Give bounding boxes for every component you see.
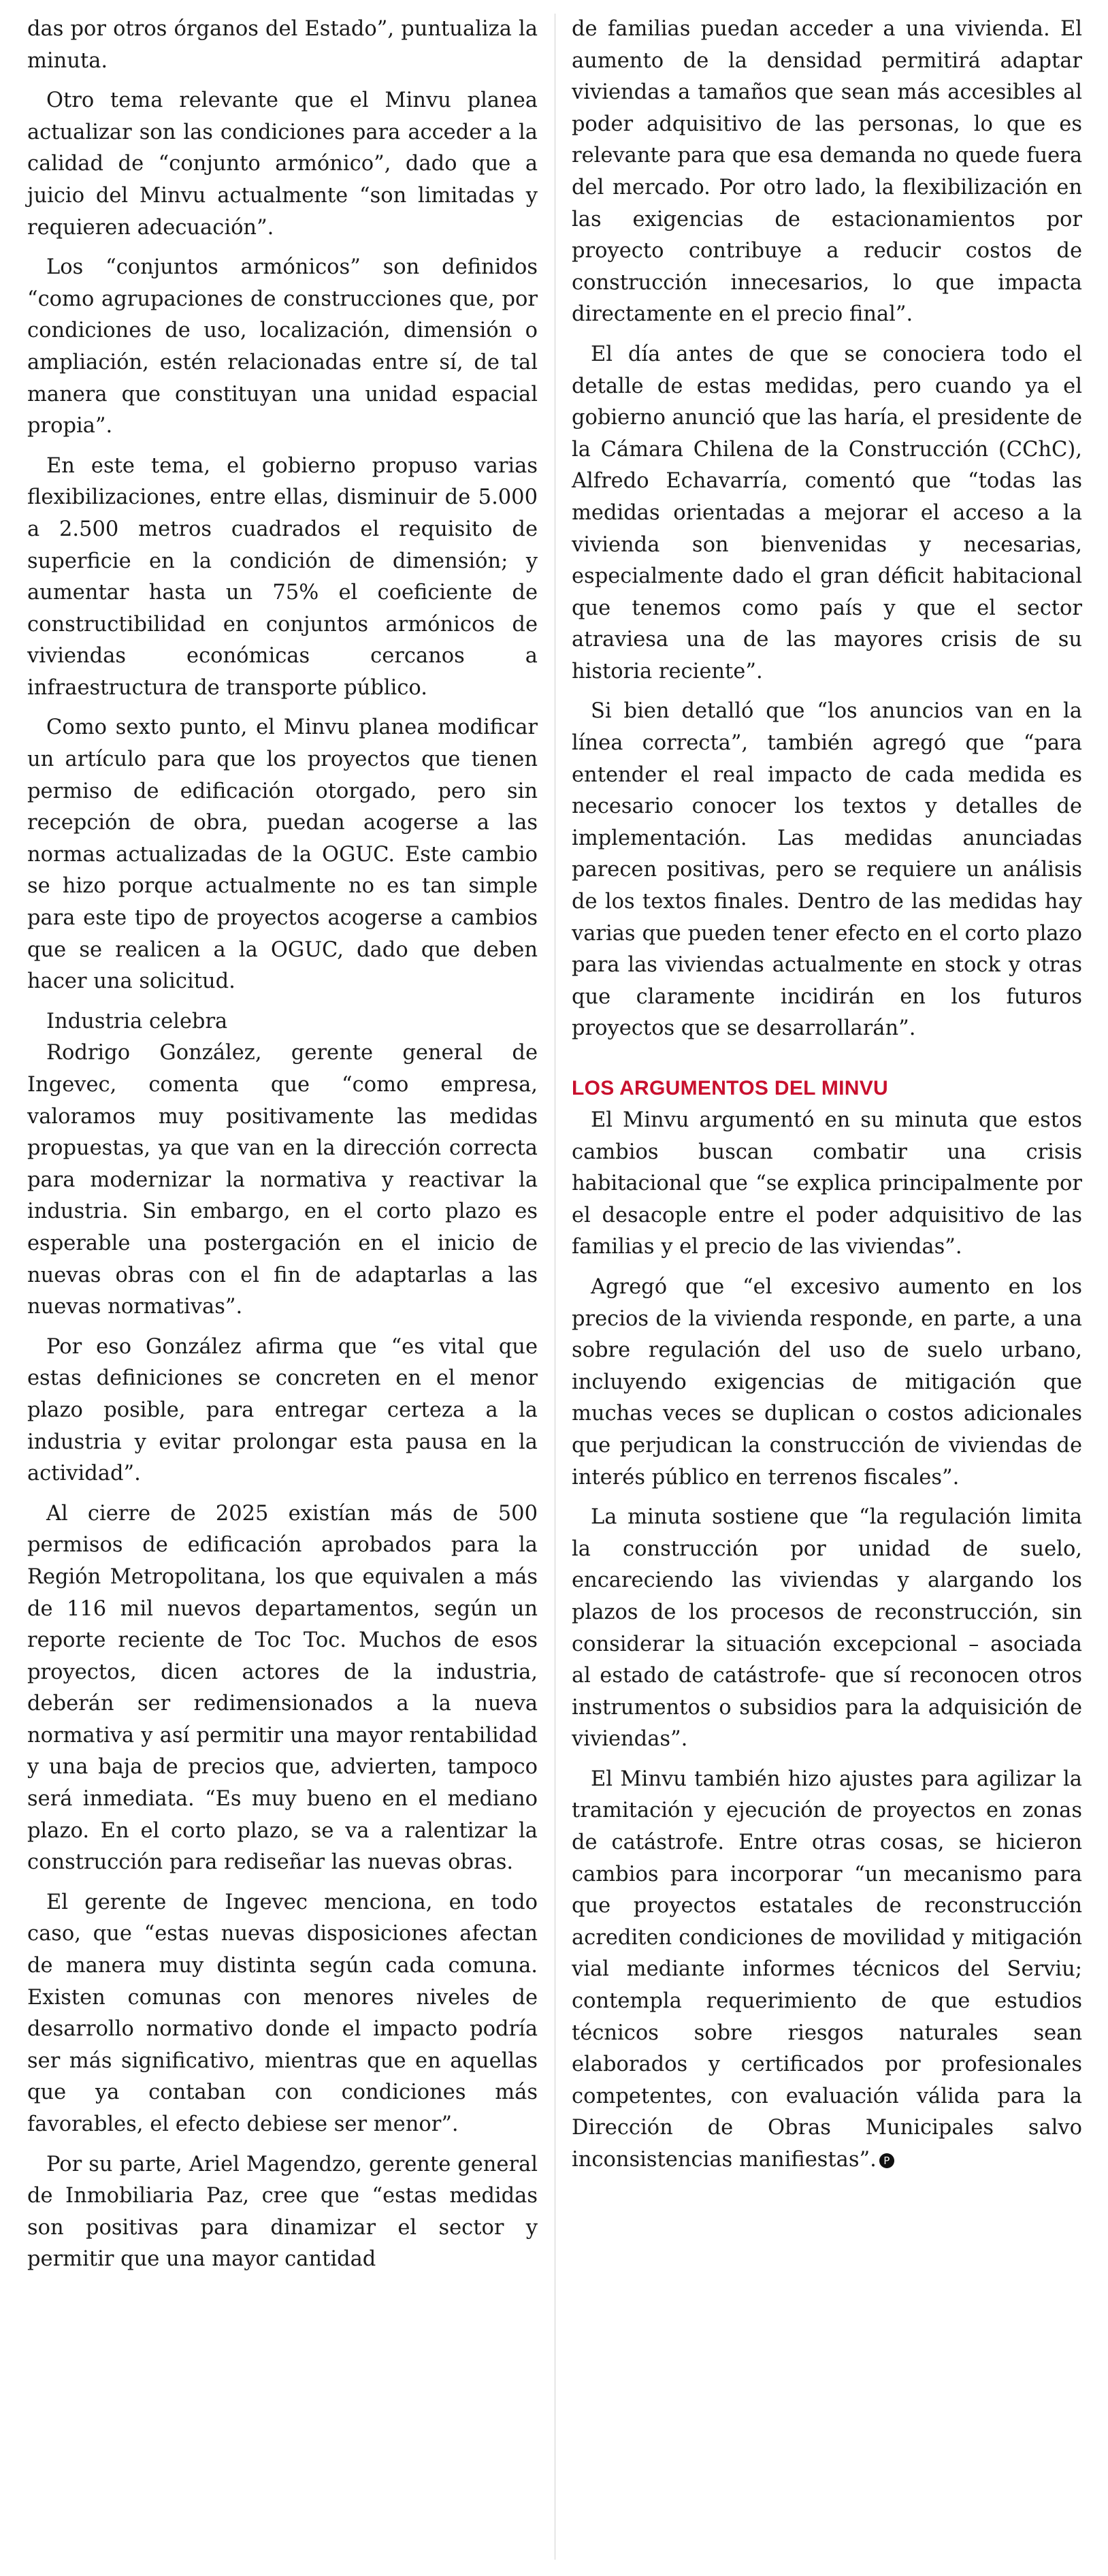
paragraph: Por eso González afirma que “es vital que estas definiciones se concreten en el menor plazo posible, para entregar certeza a la industria y evitar prolongar esta pausa en la actividad”. [27,1334,538,1486]
paragraph: Si bien detalló que “los anuncios van en la línea correcta”, también agregó que “para entender el real impacto de cada medida es necesario conocer los textos y detalles de implementación. Las medidas anunciadas parecen positivas, pero se requiere un análisis de los textos finales. Dentro de las medidas hay varias que pueden tener efecto en el corto plazo para las viviendas actualmente en stock y otras que claramente incidirán en los futuros proyectos que se desarrollarán”. [572,699,1082,1041]
paragraph: Los “conjuntos armónicos” son definidos “como agrupaciones de construcciones que, por condiciones de uso, localización, dimensión o ampliación, estén relacionadas entre sí, de tal manera que constituyan una unidad espacial propia”. [27,255,538,438]
paragraph: El gerente de Ingevec menciona, en todo caso, que “estas nuevas disposiciones afectan de manera muy distinta según cada comuna. Existen comunas con menores niveles de desarrollo normativo donde el impacto podría ser más significativo, mientras que en aquellas que ya contaban con condiciones más favorables, el efecto debiese ser menor”. [27,1890,538,2136]
paragraph: Agregó que “el excesivo aumento en los precios de la vivienda responde, en parte, a una sobre regulación del uso de suelo urbano, incluyendo exigencias de mitigación que muchas veces se duplican o costos adicionales que perjudican la construcción de viviendas de interés público en terrenos fiscales”. [572,1274,1082,1490]
paragraph: das por otros órganos del Estado”, puntualiza la minuta. [27,17,538,73]
end-of-article-icon: P [879,2153,894,2168]
paragraph: La minuta sostiene que “la regulación limita la construcción por unidad de suelo, encareciendo las viviendas y alargando los plazos de los procesos de reconstrucción, sin considerar la situación excepcional – asociada al estado de catástrofe- que sí reconocen otros instrumentos o subsidios para la adquisición de viviendas”. [572,1505,1082,1752]
section-heading: LOS ARGUMENTOS DEL MINVU [572,1077,889,1099]
paragraph-final [572,1764,1082,2176]
paragraph: Rodrigo González, gerente general de Ingevec, comenta que “como empresa, valoramos muy positivamente las medidas propuestas, ya que van en la dirección correcta para modernizar la normativa y reactivar la industria. Sin embargo, en el corto plazo es esperable una postergación en el inicio de nuevas obras con el fin de adaptarlas a las nuevas normativas”. [27,1041,538,1319]
paragraph: En este tema, el gobierno propuso varias flexibilizaciones, entre ellas, disminuir de 5.000 a 2.500 metros cuadrados el requisito de superficie en la condición de dimensión; y aumentar hasta un 75% el coeficiente de constructibilidad en conjuntos armónicos de viviendas económicas cercanos a infraestructura de transporte público. [27,453,538,700]
subheading: Industria celebra [46,1009,228,1033]
paragraph: Como sexto punto, el Minvu planea modificar un artículo para que los proyectos que tienen permiso de edificación otorgado, pero sin recepción de obra, puedan acogerse a las normas actualizadas de la OGUC. Este cambio se hizo porque actualmente no es tan simple para este tipo de proyectos acogerse a cambios que se realicen a la OGUC, dado que deben hacer una solicitud. [27,715,538,994]
paragraph: Por su parte, Ariel Magendzo, gerente general de Inmobiliaria Paz, cree que “estas medidas son positivas para dinamizar el sector y permitir que una mayor cantidad [27,2152,538,2272]
left-column [27,14,538,2560]
paragraph-text: El Minvu también hizo ajustes para agilizar la tramitación y ejecución de proyectos en zonas de catástrofe. Entre otras cosas, se hicieron cambios para incorporar “un mecanismo para que proyectos estatales de reconstrucción acrediten condiciones de movilidad y mitigación vial mediante informes técnicos del Serviu; contempla requerimiento de que estudios técnicos sobre riesgos naturales sean elaborados y certificados por profesionales competentes, con evaluación válida para la Dirección de Obras Municipales salvo inconsistencias manifiestas”. [572,1767,1082,2172]
right-column [572,14,1082,2560]
paragraph: El Minvu argumentó en su minuta que estos cambios buscan combatir una crisis habitacional que “se explica principalmente por el desacople entre el poder adquisitivo de las familias y el precio de las viviendas”. [572,1108,1082,1259]
paragraph: El día antes de que se conociera todo el detalle de estas medidas, pero cuando ya el gobierno anunció que las haría, el presidente de la Cámara Chilena de la Construcción (CChC), Alfredo Echavarría, comentó que “todas las medidas orientadas a mejorar el acceso a la vivienda son bienvenidas y necesarias, especialmente dado el gran déficit habitacional que tenemos como país y que el sector atraviesa una de las mayores crisis de su historia reciente”. [572,342,1082,683]
paragraph: Al cierre de 2025 existían más de 500 permisos de edificación aprobados para la Región Metropolitana, los que equivalen a más de 116 mil nuevos departamentos, según un reporte reciente de Toc Toc. Muchos de esos proyectos, dicen actores de la industria, deberán ser redimensionados a la nueva normativa y así permitir una mayor rentabilidad y una baja de precios que, advierten, tampoco será inmediata. “Es muy bueno en el mediano plazo. En el corto plazo, se va a ralentizar la construcción para rediseñar las nuevas obras. [27,1501,538,1875]
paragraph: de familias puedan acceder a una vivienda. El aumento de la densidad permitirá adaptar viviendas a tamaños que sean más accesibles al poder adquisitivo de las personas, lo que es relevante para que esa demanda no quede fuera del mercado. Por otro lado, la flexibilización en las exigencias de estacionamientos por proyecto contribuye a reducir costos de construcción innecesarios, lo que impacta directamente en el precio final”. [572,17,1082,327]
paragraph: Otro tema relevante que el Minvu planea actualizar son las condiciones para acceder a la calidad de “conjunto armónico”, dado que a juicio del Minvu actualmente “son limitadas y requieren adecuación”. [27,88,538,240]
